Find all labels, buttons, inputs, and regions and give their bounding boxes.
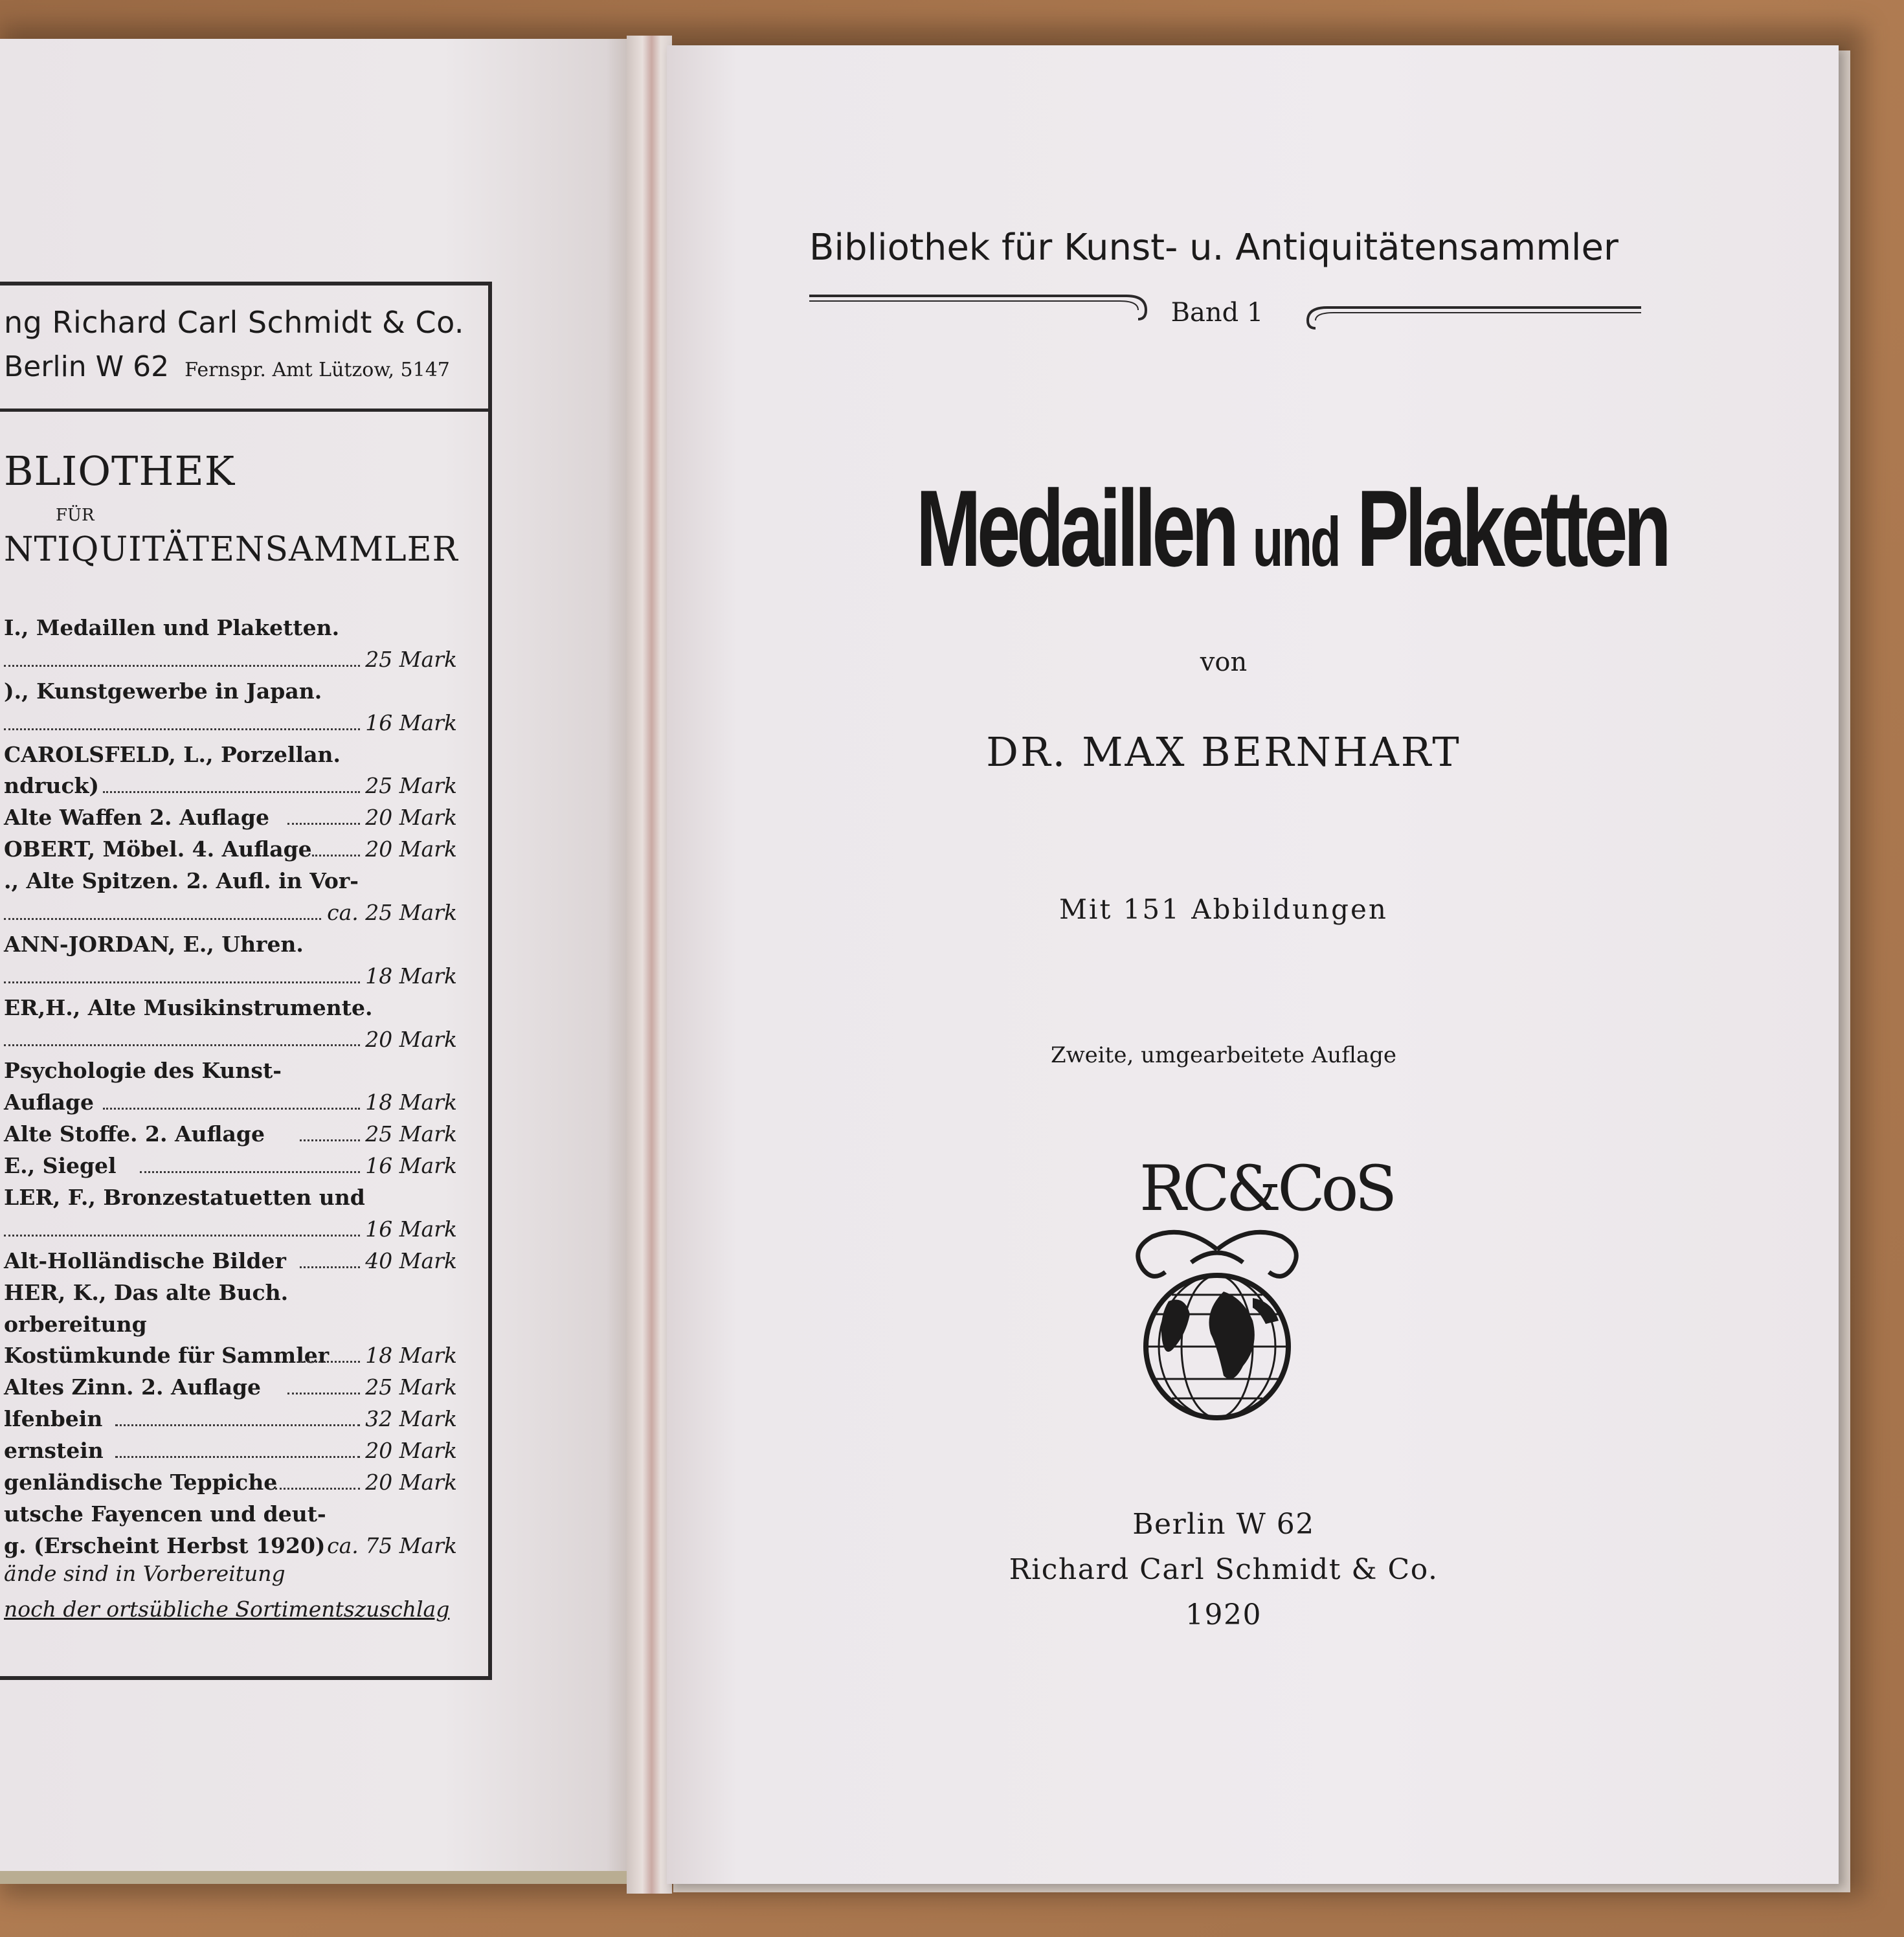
leader-dots	[140, 1171, 360, 1173]
author-name: DR. MAX BERNHART	[986, 728, 1461, 776]
leader-dots	[300, 1361, 360, 1363]
leader-dots	[4, 665, 360, 667]
scroll-center	[1191, 1253, 1243, 1262]
catalog-item	[4, 834, 457, 866]
catalog-item-title: ., Alte Spitzen. 2. Aufl. in Vor-	[4, 868, 359, 894]
series-title-line1: BLIOTHEK	[4, 447, 236, 495]
catalog-item	[4, 1119, 457, 1150]
footer-surcharge-note: noch der ortsübliche Sortimentszuschlag	[4, 1596, 450, 1622]
catalog-item	[4, 1087, 457, 1119]
leader-dots	[4, 1235, 360, 1237]
publisher-name: ng Richard Carl Schmidt & Co.	[4, 305, 465, 340]
book-gutter	[627, 36, 672, 1894]
catalog-item-title: ndruck)	[4, 773, 100, 799]
catalog-item-title: genländische Teppiche	[4, 1470, 278, 1495]
logo-monogram: RC&CoS	[1139, 1152, 1394, 1225]
footer-note: ände sind in Vorbereitung	[4, 1561, 286, 1586]
leader-dots	[103, 1108, 360, 1110]
ornament-right-top	[1308, 308, 1641, 328]
catalog-item-price: 20 Mark	[365, 1438, 457, 1464]
catalog-item	[4, 676, 457, 708]
catalog-item-title: lfenbein	[4, 1406, 103, 1432]
catalog-item	[4, 1530, 457, 1562]
catalog-item-title: CAROLSFELD, L., Porzellan.	[4, 741, 341, 767]
catalog-item-price: 32 Mark	[365, 1406, 457, 1432]
leader-dots	[4, 918, 321, 920]
byline: von	[1200, 647, 1248, 677]
globe-emblem-icon	[1114, 1152, 1394, 1424]
series-heading: Bibliothek für Kunst- u. Antiquitätensammler	[809, 227, 1618, 269]
imprint-publisher: Richard Carl Schmidt & Co.	[1009, 1553, 1439, 1586]
imprint-year: 1920	[1185, 1598, 1262, 1631]
catalog-item-title: E., Siegel	[4, 1153, 117, 1179]
catalog-item	[4, 802, 457, 834]
catalog-item-title: I., Medaillen und Plaketten.	[4, 615, 340, 640]
catalog-list	[4, 612, 457, 1562]
catalog-item-price: 20 Mark	[365, 1026, 457, 1052]
imprint-city: Berlin W 62	[1132, 1508, 1315, 1541]
catalog-item	[4, 1499, 457, 1530]
catalog-item-title: Psychologie des Kunst-	[4, 1058, 282, 1084]
catalog-item-title: ernstein	[4, 1438, 104, 1464]
catalog-item	[4, 612, 457, 644]
catalog-item-price: 25 Mark	[365, 646, 457, 672]
catalog-item	[4, 1309, 457, 1341]
catalog-item	[4, 1340, 457, 1372]
catalog-item-price: ca. 25 Mark	[327, 900, 457, 926]
catalog-item	[4, 961, 457, 992]
catalog-item-price: 18 Mark	[365, 963, 457, 989]
catalog-item-title: Alte Stoffe. 2. Auflage	[4, 1121, 265, 1147]
catalog-item-title: Altes Zinn. 2. Auflage	[4, 1374, 262, 1400]
catalog-item-price: 16 Mark	[365, 710, 457, 735]
leader-dots	[287, 1393, 360, 1394]
title-word-2: Plaketten	[1356, 467, 1668, 589]
leader-dots	[300, 1139, 360, 1141]
catalog-item	[4, 1467, 457, 1499]
catalog-item	[4, 866, 457, 897]
catalog-item	[4, 929, 457, 961]
catalog-item	[4, 1277, 457, 1309]
leader-dots	[287, 823, 360, 825]
edition-note: Zweite, umgearbeitete Auflage	[1050, 1042, 1397, 1068]
catalog-item	[4, 1435, 457, 1467]
catalog-item-price: 16 Mark	[365, 1216, 457, 1242]
illustrations-count: Mit 151 Abbildungen	[1059, 893, 1388, 925]
ornament-right-inner	[1316, 313, 1641, 320]
catalog-item	[4, 1214, 457, 1246]
imprint	[939, 1502, 1508, 1638]
catalog-item-price: 20 Mark	[365, 836, 457, 862]
catalog-item-price: 25 Mark	[365, 773, 457, 799]
catalog-item-price: 20 Mark	[365, 1470, 457, 1495]
catalog-item	[4, 1182, 457, 1214]
catalog-item	[4, 1404, 457, 1435]
series-title-line2: NTIQUITÄTENSAMMLER	[4, 530, 458, 569]
catalog-item-title: Auflage	[4, 1090, 95, 1115]
publisher-address	[4, 350, 496, 383]
publisher-city: Berlin W 62	[4, 350, 170, 383]
catalog-item-price: 18 Mark	[365, 1343, 457, 1369]
title-word-1: Medaillen	[915, 467, 1235, 589]
ornament-left-top	[809, 296, 1146, 319]
leader-dots	[103, 791, 360, 793]
catalog-item-title: ER,H., Alte Musikinstrumente.	[4, 994, 373, 1020]
catalog-item-title: OBERT, Möbel. 4. Auflage	[4, 836, 312, 862]
catalog-item-price: 40 Mark	[365, 1248, 457, 1273]
leader-dots	[300, 1266, 360, 1268]
catalog-item	[4, 708, 457, 739]
catalog-item-price: 25 Mark	[365, 1121, 457, 1147]
leader-dots	[275, 1488, 360, 1490]
catalog-item	[4, 1246, 457, 1277]
catalog-item-title: Alt-Holländische Bilder	[4, 1248, 286, 1273]
catalog-item-price: ca. 75 Mark	[327, 1532, 457, 1558]
catalog-item-title: utsche Fayencen und deut-	[4, 1501, 326, 1527]
catalog-item-title: Alte Waffen 2. Auflage	[4, 805, 269, 831]
catalog-item	[4, 992, 457, 1024]
catalog-item	[4, 644, 457, 676]
leader-dots	[115, 1424, 360, 1426]
catalog-item-title: LER, F., Bronzestatuetten und	[4, 1185, 365, 1211]
catalog-item	[4, 1055, 457, 1087]
catalog-item-title: g. (Erscheint Herbst 1920)	[4, 1532, 326, 1558]
header-rule	[0, 409, 488, 412]
leader-dots	[312, 855, 360, 857]
catalog-item-price: 20 Mark	[365, 805, 457, 831]
title-und: und	[1252, 502, 1339, 581]
catalog-item	[4, 1150, 457, 1182]
catalog-item-title: )., Kunstgewerbe in Japan.	[4, 678, 322, 704]
catalog-item	[4, 739, 457, 771]
catalog-item-price: 16 Mark	[365, 1153, 457, 1179]
leader-dots	[115, 1456, 360, 1458]
catalog-item-price: 18 Mark	[365, 1090, 457, 1115]
catalog-item	[4, 1372, 457, 1404]
catalog-item-price: 25 Mark	[365, 1374, 457, 1400]
volume-number: Band 1	[1170, 298, 1264, 328]
publisher-logo	[1114, 1152, 1394, 1424]
series-title-fuer: FÜR	[56, 506, 95, 525]
publisher-phone: Fernspr. Amt Lützow, 5147	[185, 359, 450, 381]
leader-dots	[4, 981, 360, 983]
ornament-left-inner	[809, 301, 1138, 310]
catalog-item	[4, 770, 457, 802]
continent-america	[1161, 1300, 1190, 1352]
catalog-item	[4, 897, 457, 929]
catalog-item-title: ANN-JORDAN, E., Uhren.	[4, 931, 304, 957]
leader-dots	[4, 1044, 360, 1046]
left-page	[0, 39, 631, 1871]
book-title	[915, 466, 1668, 591]
catalog-item-title: HER, K., Das alte Buch.	[4, 1279, 289, 1305]
catalog-item-title: Kostümkunde für Sammler	[4, 1343, 330, 1369]
catalog-item	[4, 1024, 457, 1056]
publisher-advert	[0, 282, 492, 1680]
continent-africa	[1209, 1292, 1255, 1379]
catalog-item-title: orbereitung	[4, 1311, 147, 1337]
leader-dots	[4, 728, 360, 730]
